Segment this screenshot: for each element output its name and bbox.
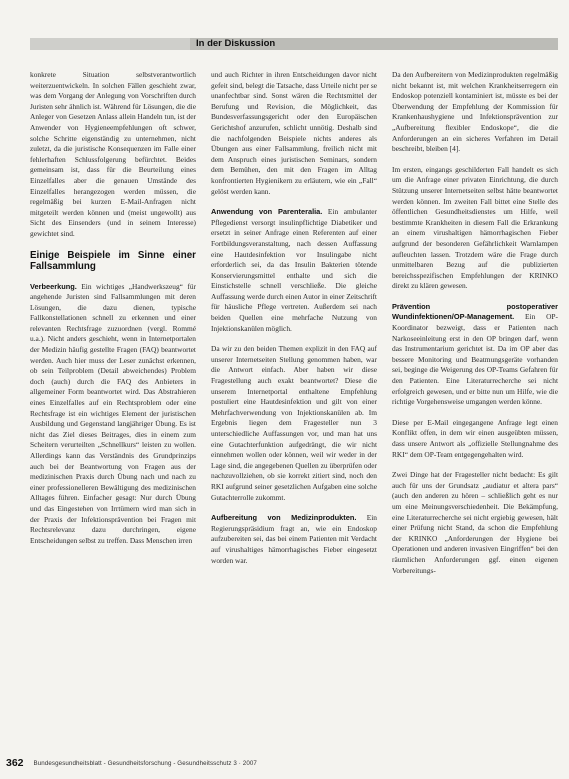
column-3: [392, 70, 558, 750]
paragraph: und auch Richter in ihren Entscheidungen davor nicht gefeit sind, belegt die Tatsache, dass Urteile nicht per se unanfechtbar sind. Sonst wären die Rechtsmittel der Berufung und Revision, die Möglichkeit, das Bundesverfassungsgericht oder den Europäischen Gerichtshof anzurufen, schlicht unnötig. Deshalb sind die nachfolgenden Beispiele nichts anderes als Übungen aus einer Fallsammlung, freilich nicht mit dem Anspruch eines juristischen Seminars, sondern dem Bemühen, den mit den Fragen im Alltag konfrontierten Hygienikern zu erläutern, wie ein „Fall“ gelöst werden kann.: [211, 70, 377, 196]
paragraph-text: Ein ambulanter Pflegedienst versorgt insulinpflichtige Diabetiker und ersetzt in seiner Anfrage einen Referenten auf einer Fortbildungsveranstaltung, nach dessen Auffassung eine Hautdesinfektion vor Insulingabe nicht erforderlich sei, da das Insulin Bakterien tötende Konservierungsmittel enthalte und sich die Einstichstelle schnell verschließe. Die gleiche Auffassung werde durch einen Autor in einer Zeitschrift für häusliche Pflege vertreten. Außerdem sei nach beiden Quellen eine mehrfache Nutzung von Injektionskanülen möglich.: [211, 207, 377, 333]
paragraph: [392, 302, 558, 408]
paragraph: [30, 282, 196, 547]
section-heading: Einige Beispiele im Sinne einer Fallsammlung: [30, 249, 196, 272]
paragraph-text: Ein OP-Koordinator bezweigt, dass er Patienten nach Narkoseeinleitung erst in den OP bringen darf, wenn das Instrumentarium gerichtet ist. Da im OP aber das bessere Monitoring und Beatmungsgeräte vorhanden sei, beginge die Weigerung des OP-Teams Gefahren für den Patienten. Eine Literaturrecherche sei nicht erfolgreich gewesen, und er bitte nun um Hilfe, wie die richtige Vorgehensweise umgangen werden könne.: [392, 312, 558, 407]
paragraph-lead: Anwendung von Parenteralia.: [211, 207, 323, 217]
page-number: 362: [6, 757, 24, 769]
paragraph: Da wir zu den beiden Themen explizit in den FAQ auf unserer Internetseiten Stellung genommen haben, war die Antwort einfach. Aber haben wir diese Fragestellung auch exakt beantwortet? Diese die unserem Internetportal enthaltene Empfehlung postuliert eine Hautdesinfektion und gilt von einer Mehrfachverwendung von Injektionskanülen ab. Im Ergebnis liegen dem Fragesteller nun 3 unterschiedliche Auffassungen vor, und man hat uns eine Gutachterfunktion aufgedrängt, die wir nicht einnehmen wollen oder können, weil wir weder in der Lage sind, die angegebenen Quellen zu überprüfen oder nachzuvollziehen, ob sie korrekt zitiert sind, noch den RKI aufgrund seiner gesetzlichen Aufgaben eine solche Gutachterrolle zukommt.: [211, 344, 377, 502]
paragraph: Da den Aufbereitern von Medizinprodukten regelmäßig nicht bekannt ist, mit welchen Krankheitserregern ein Endoskop potenziell kontaminiert ist, müsste es bei der Überwendung der Empfehlung der Kommission für Krankenhaushygiene und Infektionsprävention zur „Aufbereitung flexibler Endoskope“, die die Anforderungen an ein sicheres Verfahren im Detail beschreibt, bleiben [4].: [392, 70, 558, 154]
paragraph-lead: Verbeerkung.: [30, 281, 77, 291]
column-1: [30, 70, 196, 750]
paragraph: konkrete Situation selbstverantwortlich weiterzuentwickeln. In solchen Fällen geschieht zwar, was dem Vorgang der Anlegung von Vorschriften durch Juristen sehr ähnlich ist. Während für Lösungen, die die Anleger von Gesetzen Anlass allein Handeln tun, ist der Anwender von Hygieneempfehlungen oft schwer, solche Schritte eigenständig zu unternehmen, nicht zuletzt, da die juristische Konsequenzen im Falle einer fehlerhaften Schlussfolgerung befürchtet. Beides gemeinsam ist, dass für die Beurteilung eines Einzelfalles aber die genauen Umstände des Einzelfalles herangezogen werden müssen, die regelmäßig bei kurzen E-Mail-Anfragen nicht mitgeteilt werden können und (meist ungewollt) aus Sicht des Einsenders (und in seinem Interesse) gewichtet sind.: [30, 70, 196, 238]
page-footer: [6, 755, 558, 771]
header-accent-block: [30, 38, 190, 50]
paragraph-text: Ein Regierungspräsidium fragt an, wie ein Endoskop aufzubereiten sei, das bei einem Patienten mit Verdacht auf virushaltiges hämorrhagisches Fieber eingesetzt worden war.: [211, 513, 377, 565]
column-2: [211, 70, 377, 750]
paragraph: Zwei Dinge hat der Fragesteller nicht bedacht: Es gilt auch für uns der Grundsatz „audiatur et altera pars“ (auch den anderen zu hören – schließlich geht es nur um eine Meinungsverschiedenheit. Die Bekämpfung, eine Literaturrecherche sei nicht ergiebig gewesen, hält einer Prüfung nicht Stand, da schon die Empfehlung der KRINKO „Anforderungen der Hygiene bei Operationen und anderen invasiven Eingriffen“ bei den räumlichen Anforderungen ggf. einen eigenen Vorbereitungs-: [392, 470, 558, 575]
paragraph-lead: Prävention postoperativer Wundinfektionen/OP-Management.: [392, 301, 558, 322]
paragraph-text: Ein wichtiges „Handwerkszeug“ für angehende Juristen sind Fallsammlungen mit deren Lösungen, die dazu dienen, typische Fallkonstellationen schnell zu erkennen und einer relevanten Rechtsfrage zuzuordnen (vergl. Rommé u.a.). Nicht anders geschieht, wenn in Internetportalen der Medizin häufig gestellte Fragen (FAQ) beantwortet werden. Auch hier muss der Leser zunächst erkennen, ob sein Teilproblem (Detail abweichendes) Problem doch (auch) durch die FAQ des Anbieters in allgemeiner Form beantwortet wird. Das Abstrahieren eines Einzelfalles auf ein Rechtsproblem oder eine Rechtsfrage ist ein wichtiges Element der juristischen Ausbildung und Gegenstand langjähriger Übung. Es ist nicht das Ziel dieses Beitrages, dies in einem zum Scheitern verurteilten „Schnellkurs“ leisten zu wollen. Allerdings kann das Verständnis des Grundprinzips auch bei der Beantwortung von Fragen aus der medizinischen Praxis durch Übung nach und nach zu einer professionelleren Bewältigung des medizinischen Alltages führen. Einfacher gesagt: Nur durch Übung und das Eingestehen von Irrtümern wird man sich in der Praxis der Infektionsprävention bei Fragen mit Rechtsrelevanz dazu durchringen, eigene Entscheidungen selbst zu treffen. Dass Menschen irren: [30, 281, 196, 545]
journal-citation: Bundesgesundheitsblatt - Gesundheitsforschung - Gesundheitsschutz 3 · 2007: [33, 759, 257, 767]
paragraph: [211, 207, 377, 334]
paragraph: [211, 513, 377, 566]
section-label: In der Diskussion: [190, 38, 558, 50]
article-body: [30, 70, 558, 750]
paragraph: Im ersten, eingangs geschilderten Fall handelt es sich um die Anfrage einer privaten Einrichtung, die durch Stützung unserer Internetseiten selbst hätte beantwortet werden können. Im zweiten Fall bittet eine Stelle des öffentlichen Gesundheitsdienstes um Hilfe, weil bestimmte Krankheiten in diesem Fall die Erkrankung an einem virushaltigen hämorrhagischen Fieber aufgrund der besonderen Gefährlichkeit Warnlampen aufleuchten lassen. Trotzdem wäre die Frage durch unmittelbaren Bezug auf die publizierten bereichsspezifischen Empfehlungen der KRINKO direkt zu klären gewesen.: [392, 164, 558, 291]
paragraph-lead: Aufbereitung von Medizinprodukten.: [211, 513, 357, 523]
section-header: [30, 38, 558, 50]
paragraph: Diese per E-Mail eingegangene Anfrage legt einen Konflikt offen, in dem wir einen ausgeübten müssen, dass unsere Antwort als „offizielle Stellungnahme des RKI“ dem OP-Team entgegengehalten wird.: [392, 417, 558, 459]
